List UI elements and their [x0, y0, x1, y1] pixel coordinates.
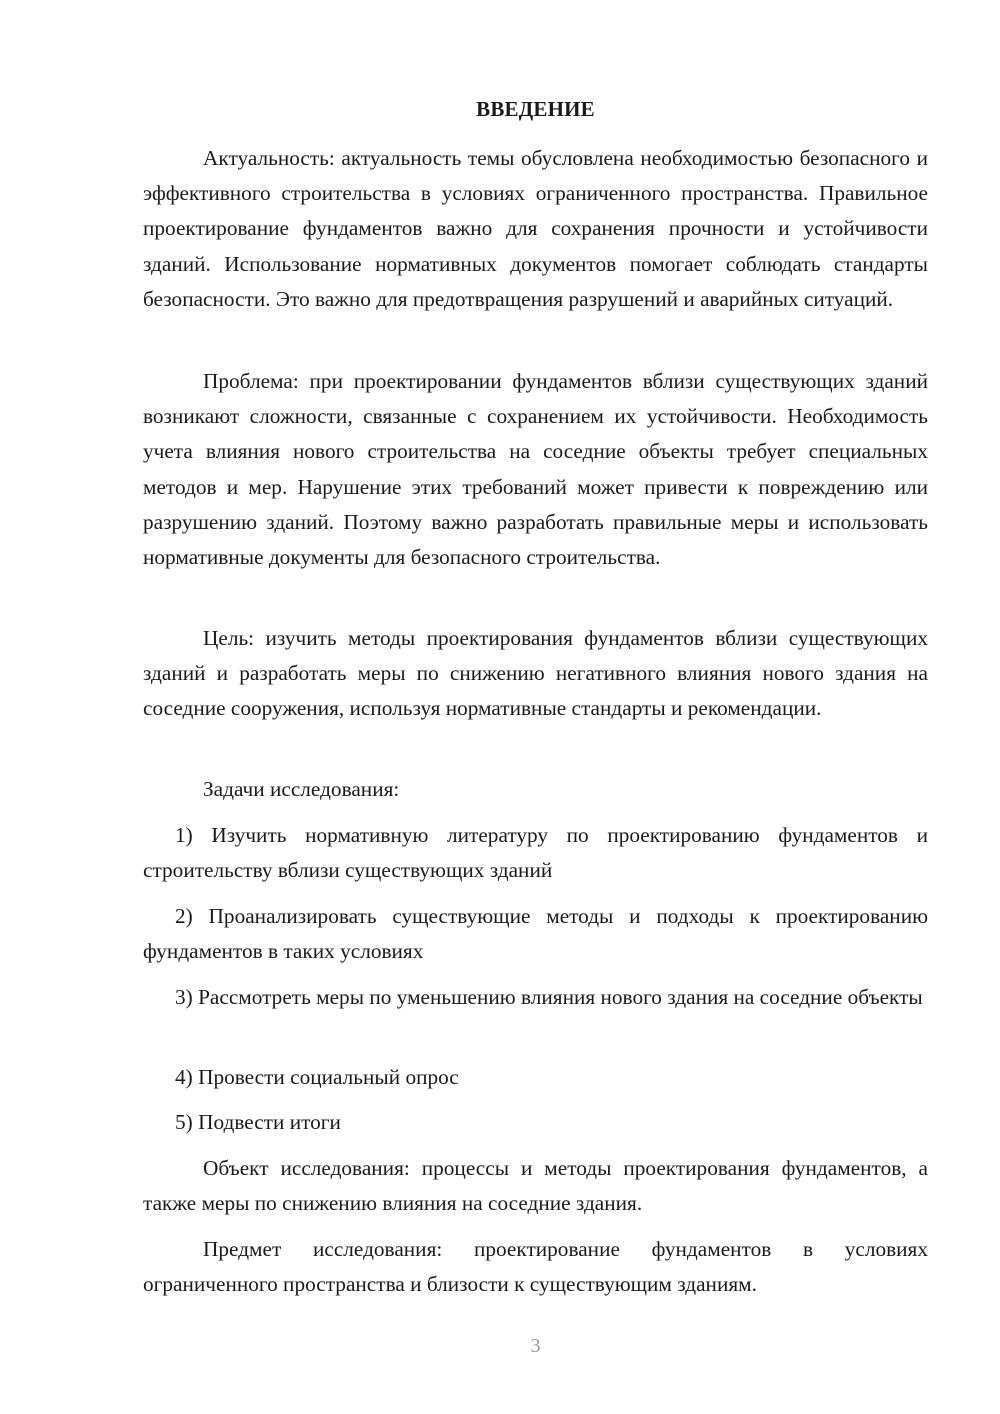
task-item-2: 2) Проанализировать существующие методы и подходы к проектированию фундаментов в таких условиях: [143, 904, 928, 964]
paragraph-problem: Проблема: при проектировании фундаментов вблизи существующих зданий возникают сложности, связанные с сохранением их устойчивости. Необходимость учета влияния нового строительства на соседние объекты требует специальных методов и мер. Нарушение этих требований может привести к повреждению или разрушению зданий. Поэтому важно разработать правильные меры и использовать нормативные документы для безопасного строительства.: [143, 369, 928, 570]
paragraph-relevance: Актуальность: актуальность темы обусловлена необходимостью безопасного и эффективного строительства в условиях ограниченного пространства. Правильное проектирование фундаментов важно для сохранения прочности и устойчивости зданий. Использование нормативных документов помогает соблюдать стандарты безопасности. Это важно для предотвращения разрушений и аварийных ситуаций.: [143, 146, 928, 311]
task-item-1: 1) Изучить нормативную литературу по проектированию фундаментов и строительству вблизи существующих зданий: [143, 823, 928, 883]
task-item-3: 3) Рассмотреть меры по уменьшению влияния нового здания на соседние объекты: [175, 985, 923, 1009]
paragraph-object: Объект исследования: процессы и методы проектирования фундаментов, а также меры по снижению влияния на соседние здания.: [143, 1156, 928, 1216]
task-item-5: 5) Подвести итоги: [175, 1110, 341, 1134]
page-title: ВВЕДЕНИЕ: [476, 97, 595, 121]
tasks-heading: Задачи исследования:: [203, 777, 400, 801]
page-number: 3: [530, 1335, 541, 1357]
document-page: [143, 0, 928, 1414]
paragraph-goal: Цель: изучить методы проектирования фундаментов вблизи существующих зданий и разработать меры по снижению негативного влияния нового здания на соседние сооружения, используя нормативные стандарты и рекомендации.: [143, 626, 928, 721]
task-item-4: 4) Провести социальный опрос: [175, 1065, 459, 1089]
paragraph-subject: Предмет исследования: проектирование фундаментов в условиях ограниченного пространства и близости к существующим зданиям.: [143, 1237, 928, 1297]
